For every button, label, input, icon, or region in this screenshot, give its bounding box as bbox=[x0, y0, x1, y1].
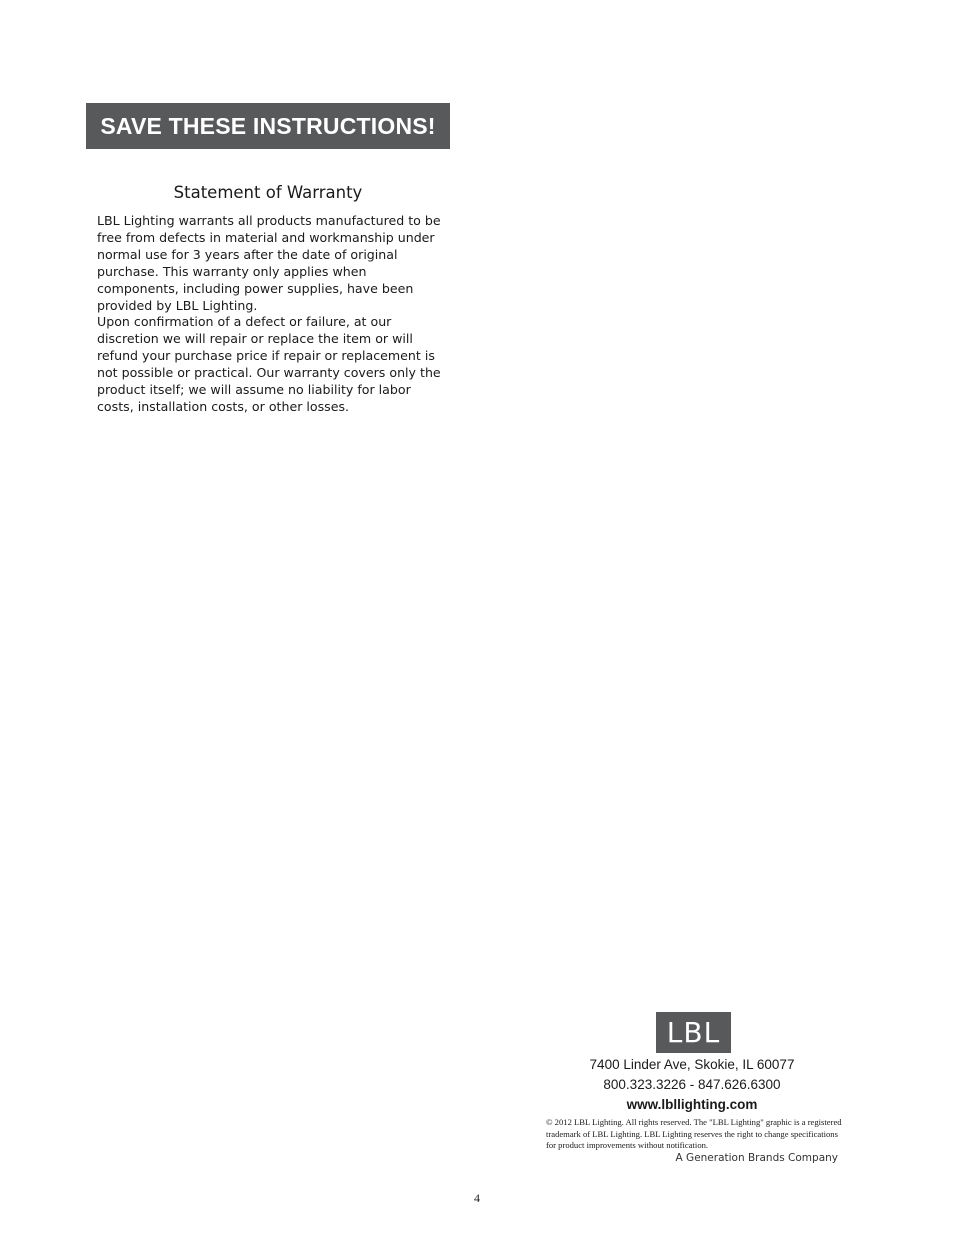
page-number: 4 bbox=[474, 1191, 480, 1205]
warranty-paragraph-2: Upon confirmation of a defect or failure, at our discretion we will repair or replace the item or will refund your purchase price if repair or replacement is not possible or practical. Our warranty covers only the product itself; we will assume no liability for labor costs, installation costs, or other losses. bbox=[97, 314, 441, 414]
company-address: 7400 Linder Ave, Skokie, IL 60077 bbox=[589, 1057, 795, 1072]
save-instructions-banner bbox=[86, 103, 450, 149]
logo-text: LBL bbox=[666, 1016, 721, 1049]
parent-company: A Generation Brands Company bbox=[675, 1152, 838, 1164]
company-phone: 800.323.3226 - 847.626.6300 bbox=[603, 1077, 781, 1092]
banner-text: SAVE THESE INSTRUCTIONS! bbox=[100, 112, 436, 139]
legal-notice: © 2012 LBL Lighting. All rights reserved. The "LBL Lighting" graphic is a registered trademark of LBL Lighting. LBL Lighting reserves the right to change specifications for product improvements without notification. bbox=[546, 1117, 842, 1150]
warranty-title: Statement of Warranty bbox=[173, 183, 363, 202]
lbl-logo bbox=[656, 1012, 731, 1053]
warranty-paragraph-1: LBL Lighting warrants all products manufactured to be free from defects in material and workmanship under normal use for 3 years after the date of original purchase. This warranty only applies when components, including power supplies, have been provided by LBL Lighting. bbox=[97, 213, 441, 313]
company-website: www.lbllighting.com bbox=[626, 1097, 758, 1112]
warranty-body bbox=[97, 213, 442, 416]
